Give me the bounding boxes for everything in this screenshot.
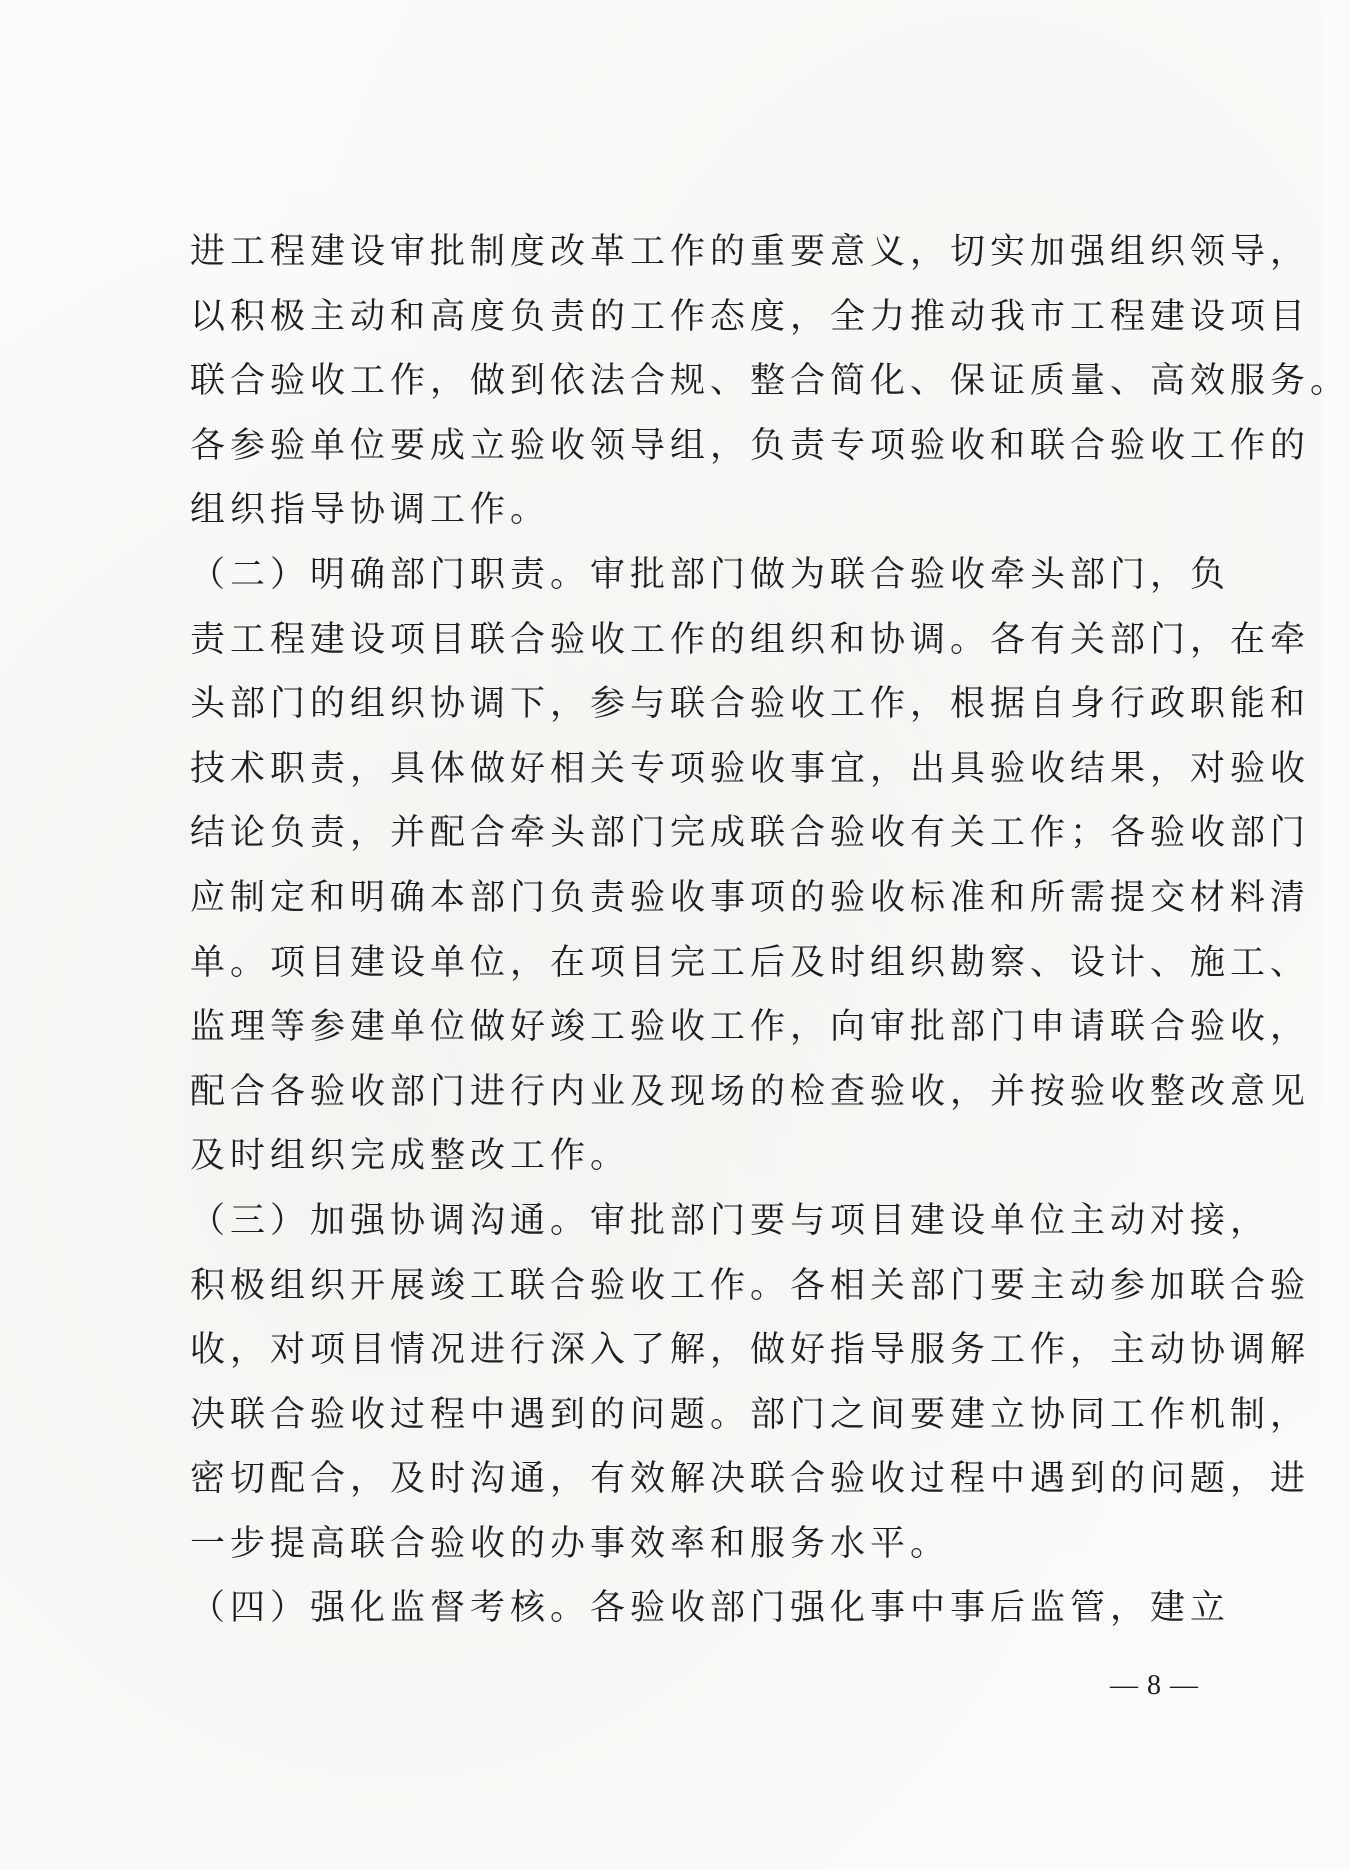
- text-line: 单。项目建设单位，在项目完工后及时组织勘察、设计、施工、: [190, 942, 1311, 983]
- text-line: 联合验收工作，做到依法合规、整合简化、保证质量、高效服务。: [190, 361, 1350, 402]
- text-line: 技术职责，具体做好相关专项验收事宜，出具验收结果，对验收: [190, 748, 1311, 789]
- text-line: 以积极主动和高度负责的工作态度，全力推动我市工程建设项目: [190, 296, 1311, 337]
- section-heading-line: （二）明确部门职责。审批部门做为联合验收牵头部门，负: [190, 554, 1231, 595]
- text-line: 组织指导协调工作。: [190, 490, 551, 531]
- text-line: 责工程建设项目联合验收工作的组织和协调。各有关部门，在牵: [190, 619, 1311, 660]
- text-line: 决联合验收过程中遇到的问题。部门之间要建立协同工作机制，: [190, 1394, 1311, 1435]
- text-line: 监理等参建单位做好竣工验收工作，向审批部门申请联合验收，: [190, 1007, 1311, 1048]
- text-line: 结论负责，并配合牵头部门完成联合验收有关工作；各验收部门: [190, 813, 1311, 854]
- body-text: [190, 220, 1350, 1641]
- text-line: 头部门的组织协调下，参与联合验收工作，根据自身行政职能和: [190, 684, 1311, 725]
- text-line: 收，对项目情况进行深入了解，做好指导服务工作，主动协调解: [190, 1330, 1311, 1371]
- page-number: — 8 —: [1110, 1670, 1199, 1701]
- text-line: 积极组织开展竣工联合验收工作。各相关部门要主动参加联合验: [190, 1265, 1311, 1306]
- section-heading-line: （三）加强协调沟通。审批部门要与项目建设单位主动对接，: [190, 1200, 1271, 1241]
- text-line: 密切配合，及时沟通，有效解决联合验收过程中遇到的问题，进: [190, 1459, 1311, 1500]
- text-line: 进工程建设审批制度改革工作的重要意义，切实加强组织领导，: [190, 232, 1311, 272]
- text-line: 应制定和明确本部门负责验收事项的验收标准和所需提交材料清: [190, 877, 1311, 918]
- text-line: 及时组织完成整改工作。: [190, 1136, 631, 1177]
- text-line: 各参验单位要成立验收领导组，负责专项验收和联合验收工作的: [190, 425, 1311, 466]
- text-line: 一步提高联合验收的办事效率和服务水平。: [190, 1523, 951, 1564]
- section-heading-line: （四）强化监督考核。各验收部门强化事中事后监管，建立: [190, 1588, 1231, 1629]
- text-line: 配合各验收部门进行内业及现场的检查验收，并按验收整改意见: [190, 1071, 1311, 1112]
